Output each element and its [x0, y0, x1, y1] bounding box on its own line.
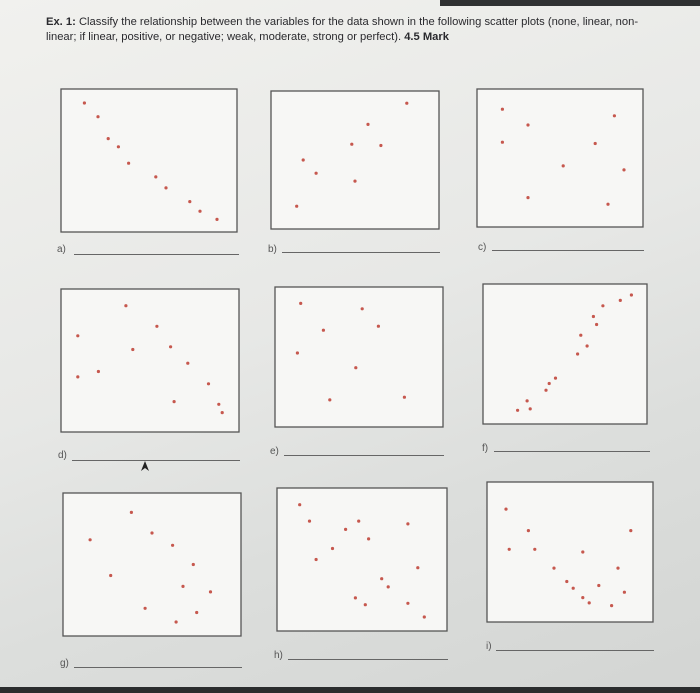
data-point	[508, 548, 511, 551]
scatter-svg-a	[60, 88, 238, 233]
label-b: b)	[268, 244, 277, 255]
data-point	[124, 304, 127, 307]
label-i: i)	[486, 641, 492, 652]
data-point	[209, 590, 212, 593]
data-point	[516, 409, 519, 412]
bottom-edge	[0, 687, 700, 693]
data-point	[554, 377, 557, 380]
data-point	[192, 563, 195, 566]
data-point	[221, 411, 224, 414]
data-point	[181, 585, 184, 588]
plot-frame	[271, 91, 439, 229]
exercise-mark: 4.5 Mark	[404, 31, 449, 43]
data-point	[96, 115, 99, 118]
data-point	[610, 604, 613, 607]
data-point	[188, 200, 191, 203]
data-point	[544, 389, 547, 392]
label-a: a)	[57, 244, 66, 255]
scatter-plot-f	[482, 283, 648, 425]
data-point	[302, 158, 305, 161]
data-point	[298, 503, 301, 506]
data-point	[622, 168, 625, 171]
data-point	[588, 601, 591, 604]
data-point	[565, 580, 568, 583]
answer-line-d[interactable]	[72, 460, 240, 461]
data-point	[527, 529, 530, 532]
scatter-svg-g	[62, 492, 242, 637]
data-point	[164, 186, 167, 189]
data-point	[552, 567, 555, 570]
data-point	[576, 352, 579, 355]
data-point	[501, 108, 504, 111]
answer-line-a[interactable]	[74, 254, 239, 255]
data-point	[406, 522, 409, 525]
data-point	[594, 142, 597, 145]
scatter-plot-c	[476, 88, 644, 228]
plot-frame	[63, 493, 241, 636]
data-point	[581, 596, 584, 599]
data-point	[501, 141, 504, 144]
plot-frame	[483, 284, 647, 424]
scatter-plot-a	[60, 88, 238, 233]
data-point	[606, 203, 609, 206]
data-point	[526, 123, 529, 126]
data-point	[616, 567, 619, 570]
data-point	[526, 399, 529, 402]
data-point	[107, 137, 110, 140]
top-edge	[440, 0, 700, 6]
scatter-svg-b	[270, 90, 440, 230]
data-point	[131, 348, 134, 351]
data-point	[169, 345, 172, 348]
data-point	[217, 403, 220, 406]
scatter-plot-d	[60, 288, 240, 433]
plot-frame	[275, 287, 443, 427]
exercise-number: Ex. 1:	[46, 16, 76, 28]
data-point	[215, 218, 218, 221]
answer-line-c[interactable]	[492, 250, 644, 251]
answer-line-e[interactable]	[284, 455, 444, 456]
data-point	[406, 602, 409, 605]
data-point	[380, 577, 383, 580]
scatter-svg-h	[276, 487, 448, 632]
data-point	[299, 302, 302, 305]
scatter-svg-d	[60, 288, 240, 433]
label-f: f)	[482, 443, 489, 454]
data-point	[504, 508, 507, 511]
data-point	[322, 329, 325, 332]
data-point	[361, 307, 364, 310]
plot-frame	[61, 289, 239, 432]
data-point	[315, 172, 318, 175]
data-point	[613, 114, 616, 117]
label-h: h)	[274, 650, 283, 661]
plot-frame	[277, 488, 447, 631]
data-point	[405, 102, 408, 105]
data-point	[548, 382, 551, 385]
scatter-svg-i	[486, 481, 654, 623]
scatter-svg-e	[274, 286, 444, 428]
data-point	[379, 144, 382, 147]
data-point	[154, 175, 157, 178]
exercise-instructions: Classify the relationship between the variables for the data shown in the following scatter plots (none, linear, non-linear; if linear, positive, or negative; weak, moderate, strong or perfect).	[46, 16, 639, 43]
data-point	[296, 351, 299, 354]
data-point	[76, 375, 79, 378]
data-point	[630, 293, 633, 296]
data-point	[533, 548, 536, 551]
scatter-plot-h	[276, 487, 448, 632]
plot-frame	[487, 482, 653, 622]
data-point	[150, 531, 153, 534]
data-point	[171, 544, 174, 547]
data-point	[354, 596, 357, 599]
data-point	[586, 344, 589, 347]
data-point	[117, 145, 120, 148]
data-point	[295, 205, 298, 208]
scatter-plot-i	[486, 481, 654, 623]
data-point	[155, 325, 158, 328]
data-point	[629, 529, 632, 532]
data-point	[315, 558, 318, 561]
data-point	[144, 607, 147, 610]
data-point	[344, 528, 347, 531]
data-point	[377, 325, 380, 328]
data-point	[357, 520, 360, 523]
data-point	[579, 334, 582, 337]
data-point	[572, 587, 575, 590]
scatter-svg-c	[476, 88, 644, 228]
data-point	[366, 123, 369, 126]
answer-line-f[interactable]	[494, 451, 650, 452]
data-point	[331, 547, 334, 550]
exercise-header	[46, 15, 666, 45]
data-point	[308, 520, 311, 523]
data-point	[423, 615, 426, 618]
data-point	[350, 143, 353, 146]
data-point	[175, 620, 178, 623]
data-point	[127, 162, 130, 165]
data-point	[526, 196, 529, 199]
data-point	[97, 370, 100, 373]
data-point	[562, 164, 565, 167]
scatter-svg-f	[482, 283, 648, 425]
data-point	[529, 407, 532, 410]
scatter-plot-g	[62, 492, 242, 637]
data-point	[601, 304, 604, 307]
label-c: c)	[478, 242, 487, 253]
data-point	[387, 585, 390, 588]
data-point	[328, 398, 331, 401]
scatter-plot-b	[270, 90, 440, 230]
data-point	[353, 180, 356, 183]
data-point	[198, 210, 201, 213]
data-point	[76, 334, 79, 337]
data-point	[595, 323, 598, 326]
label-d: d)	[58, 450, 67, 461]
label-g: g)	[60, 658, 69, 669]
plot-frame	[61, 89, 237, 232]
data-point	[195, 611, 198, 614]
data-point	[367, 537, 370, 540]
data-point	[354, 366, 357, 369]
answer-line-i[interactable]	[496, 650, 654, 651]
data-point	[83, 101, 86, 104]
data-point	[173, 400, 176, 403]
scatter-plot-e	[274, 286, 444, 428]
label-e: e)	[270, 446, 279, 457]
data-point	[597, 584, 600, 587]
data-point	[403, 396, 406, 399]
data-point	[364, 603, 367, 606]
answer-line-h[interactable]	[288, 659, 448, 660]
data-point	[592, 315, 595, 318]
data-point	[416, 566, 419, 569]
data-point	[89, 538, 92, 541]
data-point	[186, 362, 189, 365]
data-point	[581, 550, 584, 553]
answer-line-g[interactable]	[74, 667, 242, 668]
data-point	[619, 299, 622, 302]
mouse-cursor-icon	[140, 460, 150, 472]
data-point	[207, 382, 210, 385]
data-point	[623, 591, 626, 594]
data-point	[130, 511, 133, 514]
answer-line-b[interactable]	[282, 252, 440, 253]
data-point	[109, 574, 112, 577]
